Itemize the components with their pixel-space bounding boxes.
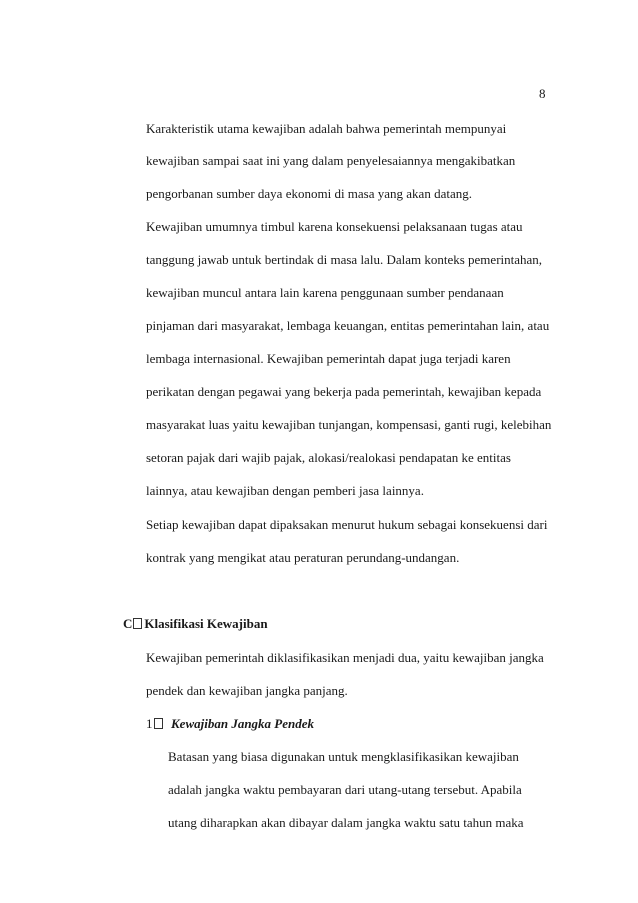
para2-line-8: setoran pajak dari wajib pajak, alokasi/realokasi pendapatan ke entitas (146, 450, 511, 465)
section-letter: C (123, 616, 133, 631)
para2-line-1: Kewajiban umumnya timbul karena konsekuensi pelaksanaan tugas atau (146, 219, 523, 234)
para5-line-2: adalah jangka waktu pembayaran dari utang-utang tersebut. Apabila (168, 782, 522, 797)
para2-line-6: perikatan dengan pegawai yang bekerja pada pemerintah, kewajiban kepada (146, 384, 542, 399)
para5-line-1: Batasan yang biasa digunakan untuk mengklasifikasikan kewajiban (168, 749, 519, 764)
para2-line-2: tanggung jawab untuk bertindak di masa lalu. Dalam konteks pemerintahan, (146, 252, 543, 267)
para2-line-5: lembaga internasional. Kewajiban pemerintah dapat juga terjadi karen (146, 351, 511, 366)
subsection-heading (146, 716, 314, 732)
subsection-number: 1 (146, 716, 153, 731)
section-title: Klasifikasi Kewajiban (144, 616, 268, 631)
para1-line-1: Karakteristik utama kewajiban adalah bahwa pemerintah mempunyai (146, 121, 507, 136)
para1-line-3: pengorbanan sumber daya ekonomi di masa yang akan datang. (146, 186, 472, 201)
missing-glyph-icon (133, 618, 142, 629)
para3-line-2: kontrak yang mengikat atau peraturan perundang-undangan. (146, 550, 460, 565)
para2-line-3: kewajiban muncul antara lain karena penggunaan sumber pendanaan (146, 285, 504, 300)
section-heading (123, 616, 268, 632)
page-number: 8 (539, 86, 546, 101)
para2-line-7: masyarakat luas yaitu kewajiban tunjangan, kompensasi, ganti rugi, kelebihan (146, 417, 552, 432)
para2-line-4: pinjaman dari masyarakat, lembaga keuangan, entitas pemerintahan lain, atau (146, 318, 550, 333)
para2-line-9: lainnya, atau kewajiban dengan pemberi jasa lainnya. (146, 483, 424, 498)
para5-line-3: utang diharapkan akan dibayar dalam jangka waktu satu tahun maka (168, 815, 524, 830)
para4-line-1: Kewajiban pemerintah diklasifikasikan menjadi dua, yaitu kewajiban jangka (146, 650, 544, 665)
para1-line-2: kewajiban sampai saat ini yang dalam penyelesaiannya mengakibatkan (146, 153, 516, 168)
para4-line-2: pendek dan kewajiban jangka panjang. (146, 683, 348, 698)
para3-line-1: Setiap kewajiban dapat dipaksakan menurut hukum sebagai konsekuensi dari (146, 517, 548, 532)
missing-glyph-icon (154, 718, 163, 729)
subsection-title: Kewajiban Jangka Pendek (171, 716, 315, 731)
